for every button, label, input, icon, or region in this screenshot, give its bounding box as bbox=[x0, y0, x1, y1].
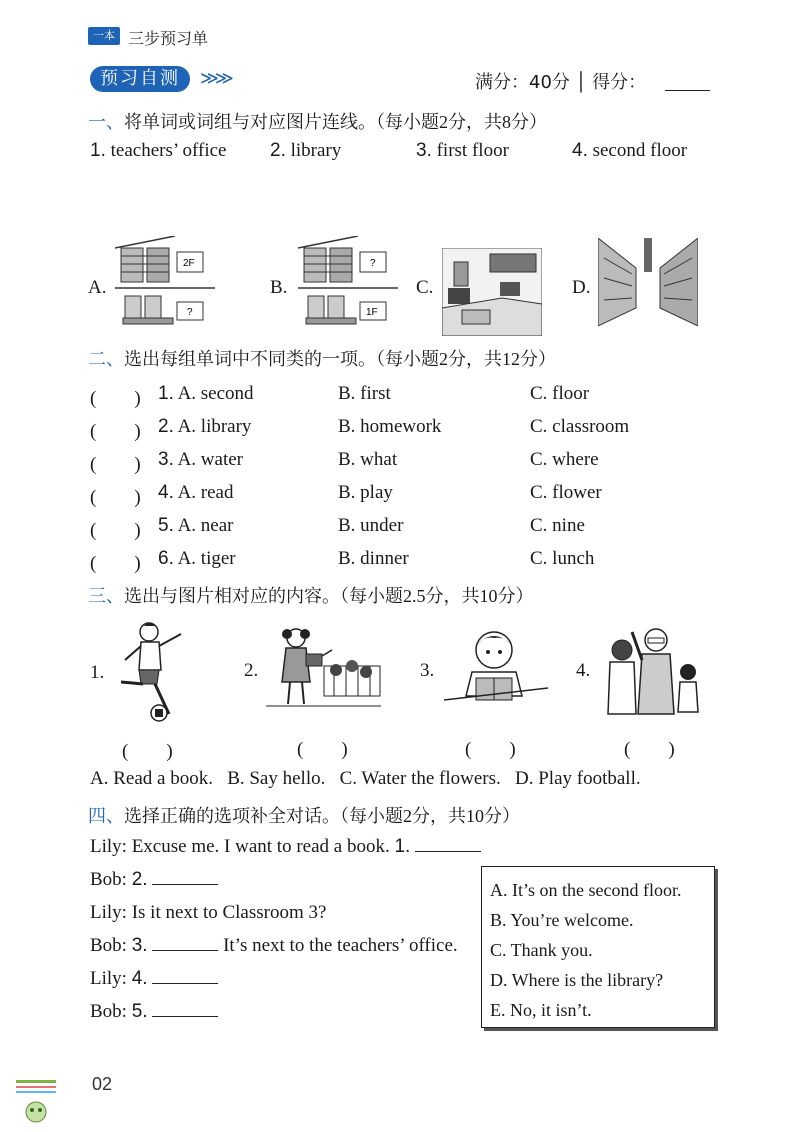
row-number: 5. bbox=[158, 515, 174, 536]
picture-label-c: C. bbox=[416, 277, 434, 298]
library-floor-picture-b bbox=[298, 236, 398, 334]
word-text: teachers’ office bbox=[110, 140, 227, 161]
say-hello-picture bbox=[602, 626, 702, 718]
word-item bbox=[572, 140, 687, 162]
score-blank[interactable] bbox=[665, 90, 710, 91]
section3-number: 三、 bbox=[88, 586, 124, 607]
speaker: Lily: bbox=[90, 902, 127, 923]
answer-paren[interactable]: ( ) bbox=[90, 520, 141, 541]
picture-label-a: A. bbox=[88, 277, 107, 298]
floor-sign-text: ? bbox=[370, 258, 376, 269]
option-c: C. floor bbox=[530, 383, 590, 404]
section2-heading bbox=[88, 345, 556, 371]
answer-paren[interactable]: ( ) bbox=[90, 553, 141, 574]
speaker: Bob: bbox=[90, 935, 127, 956]
option-item: B. You’re welcome. bbox=[490, 910, 634, 930]
blank-number: 1. bbox=[394, 836, 411, 857]
section1-number: 一、 bbox=[88, 112, 124, 133]
section1-heading bbox=[88, 108, 547, 134]
speaker: Bob: bbox=[90, 1001, 127, 1022]
picture-label-b: B. bbox=[270, 277, 288, 298]
score-label: 满分：40分 │ 得分： bbox=[475, 72, 647, 93]
row-number-and-a bbox=[158, 449, 243, 471]
section3-title: 选出与图片相对应的内容。 bbox=[124, 586, 340, 607]
word-text: second floor bbox=[592, 140, 688, 161]
answer-paren[interactable]: ( ) bbox=[122, 741, 173, 762]
picture-number: 1. bbox=[90, 662, 105, 683]
answer-blank[interactable] bbox=[152, 870, 218, 885]
option-a: A. tiger bbox=[177, 548, 236, 569]
brand-tag: 一本 bbox=[88, 27, 120, 45]
header-title: 三步预习单 bbox=[128, 29, 209, 48]
answer-blank[interactable] bbox=[152, 936, 218, 951]
word-number: 1. bbox=[90, 140, 106, 161]
row-number: 4. bbox=[158, 482, 174, 503]
dialogue-text: Is it next to Classroom 3? bbox=[131, 902, 327, 923]
row-number: 1. bbox=[158, 383, 174, 404]
dialogue-line bbox=[90, 1001, 218, 1023]
dialogue-line bbox=[90, 869, 218, 891]
option-a: A. library bbox=[177, 416, 252, 437]
watering-flowers-picture bbox=[266, 626, 381, 718]
dialogue-line bbox=[90, 968, 218, 990]
option-a: A. near bbox=[177, 515, 234, 536]
reading-book-picture bbox=[444, 626, 548, 714]
option-c: C. nine bbox=[530, 515, 585, 536]
answer-blank[interactable] bbox=[415, 837, 481, 852]
dialogue-line bbox=[90, 836, 481, 858]
word-number: 3. bbox=[416, 140, 432, 161]
page-number: 02 bbox=[92, 1074, 113, 1094]
answer-paren[interactable]: ( ) bbox=[90, 388, 141, 409]
football-player-picture bbox=[115, 620, 195, 724]
word-item bbox=[90, 140, 226, 162]
chevron-right-icon: ≫≫ bbox=[200, 68, 230, 89]
section2-title: 选出每组单词中不同类的一项。 bbox=[124, 349, 376, 370]
section3-heading bbox=[88, 582, 534, 608]
section4-note: （每小题2分，共10分） bbox=[340, 806, 520, 826]
speaker: Lily: bbox=[90, 836, 127, 857]
office-picture bbox=[442, 248, 542, 336]
answer-paren[interactable]: ( ) bbox=[90, 454, 141, 475]
answer-paren[interactable]: ( ) bbox=[90, 487, 141, 508]
answer-paren[interactable]: ( ) bbox=[297, 739, 348, 760]
section2-note: （每小题2分，共12分） bbox=[376, 349, 556, 369]
option-c: C. lunch bbox=[530, 548, 595, 569]
option-b: B. dinner bbox=[338, 548, 409, 569]
section1-title: 将单词或词组与对应图片连线。 bbox=[124, 112, 376, 133]
dialogue-text: Excuse me. I want to read a book. bbox=[131, 836, 390, 857]
option-item: A. It’s on the second floor. bbox=[490, 880, 682, 900]
speaker: Bob: bbox=[90, 869, 127, 890]
answer-blank[interactable] bbox=[152, 1002, 218, 1017]
dialogue-line bbox=[90, 935, 458, 957]
library-floor-picture-a bbox=[115, 236, 215, 334]
option-c: C. flower bbox=[530, 482, 602, 503]
section3-choices: A. Read a book. B. Say hello. C. Water the flowers. D. Play football. bbox=[90, 768, 641, 789]
blank-number: 5. bbox=[131, 1001, 148, 1022]
section2-number: 二、 bbox=[88, 349, 124, 370]
section4-title: 选择正确的选项补全对话。 bbox=[124, 806, 340, 827]
row-number-and-a bbox=[158, 482, 233, 504]
word-item bbox=[416, 140, 509, 162]
picture-number: 3. bbox=[420, 660, 435, 681]
word-text: library bbox=[290, 140, 342, 161]
row-number: 3. bbox=[158, 449, 174, 470]
floor-sign-text: 2F bbox=[183, 258, 195, 269]
option-a: A. read bbox=[177, 482, 234, 503]
blank-number: 2. bbox=[131, 869, 148, 890]
floor-sign-text: ? bbox=[187, 307, 193, 318]
library-corridor-picture bbox=[598, 238, 698, 326]
option-a: A. second bbox=[177, 383, 254, 404]
row-number-and-a bbox=[158, 515, 233, 537]
dialogue-line bbox=[90, 902, 326, 924]
option-b: B. homework bbox=[338, 416, 442, 437]
speaker: Lily: bbox=[90, 968, 127, 989]
row-number: 2. bbox=[158, 416, 174, 437]
answer-paren[interactable]: ( ) bbox=[465, 739, 516, 760]
section1-note: （每小题2分，共8分） bbox=[376, 112, 547, 132]
blank-number: 4. bbox=[131, 968, 148, 989]
picture-number: 4. bbox=[576, 660, 591, 681]
section4-number: 四、 bbox=[88, 806, 124, 827]
row-number-and-a bbox=[158, 416, 251, 438]
option-b: B. what bbox=[338, 449, 398, 470]
word-number: 2. bbox=[270, 140, 286, 161]
picture-number: 2. bbox=[244, 660, 259, 681]
floor-sign-text: 1F bbox=[366, 307, 378, 318]
option-item: E. No, it isn’t. bbox=[490, 1000, 592, 1020]
word-text: first floor bbox=[436, 140, 509, 161]
option-a: A. water bbox=[177, 449, 243, 470]
option-b: B. play bbox=[338, 482, 393, 503]
answer-paren[interactable]: ( ) bbox=[624, 739, 675, 760]
row-number: 6. bbox=[158, 548, 174, 569]
option-b: B. first bbox=[338, 383, 391, 404]
publisher-logo-icon bbox=[12, 1078, 60, 1128]
picture-label-d: D. bbox=[572, 277, 591, 298]
option-b: B. under bbox=[338, 515, 404, 536]
option-item: C. Thank you. bbox=[490, 940, 593, 960]
row-number-and-a bbox=[158, 383, 254, 405]
option-c: C. where bbox=[530, 449, 599, 470]
section3-note: （每小题2.5分，共10分） bbox=[340, 586, 534, 606]
section-banner-badge: 预习自测 bbox=[90, 66, 190, 92]
word-number: 4. bbox=[572, 140, 588, 161]
word-item bbox=[270, 140, 341, 162]
answer-paren[interactable]: ( ) bbox=[90, 421, 141, 442]
dialogue-text: It’s next to the teachers’ office. bbox=[223, 935, 458, 956]
answer-blank[interactable] bbox=[152, 969, 218, 984]
option-c: C. classroom bbox=[530, 416, 630, 437]
blank-number: 3. bbox=[131, 935, 148, 956]
row-number-and-a bbox=[158, 548, 236, 570]
section4-heading bbox=[88, 802, 520, 828]
option-item: D. Where is the library? bbox=[490, 970, 664, 990]
